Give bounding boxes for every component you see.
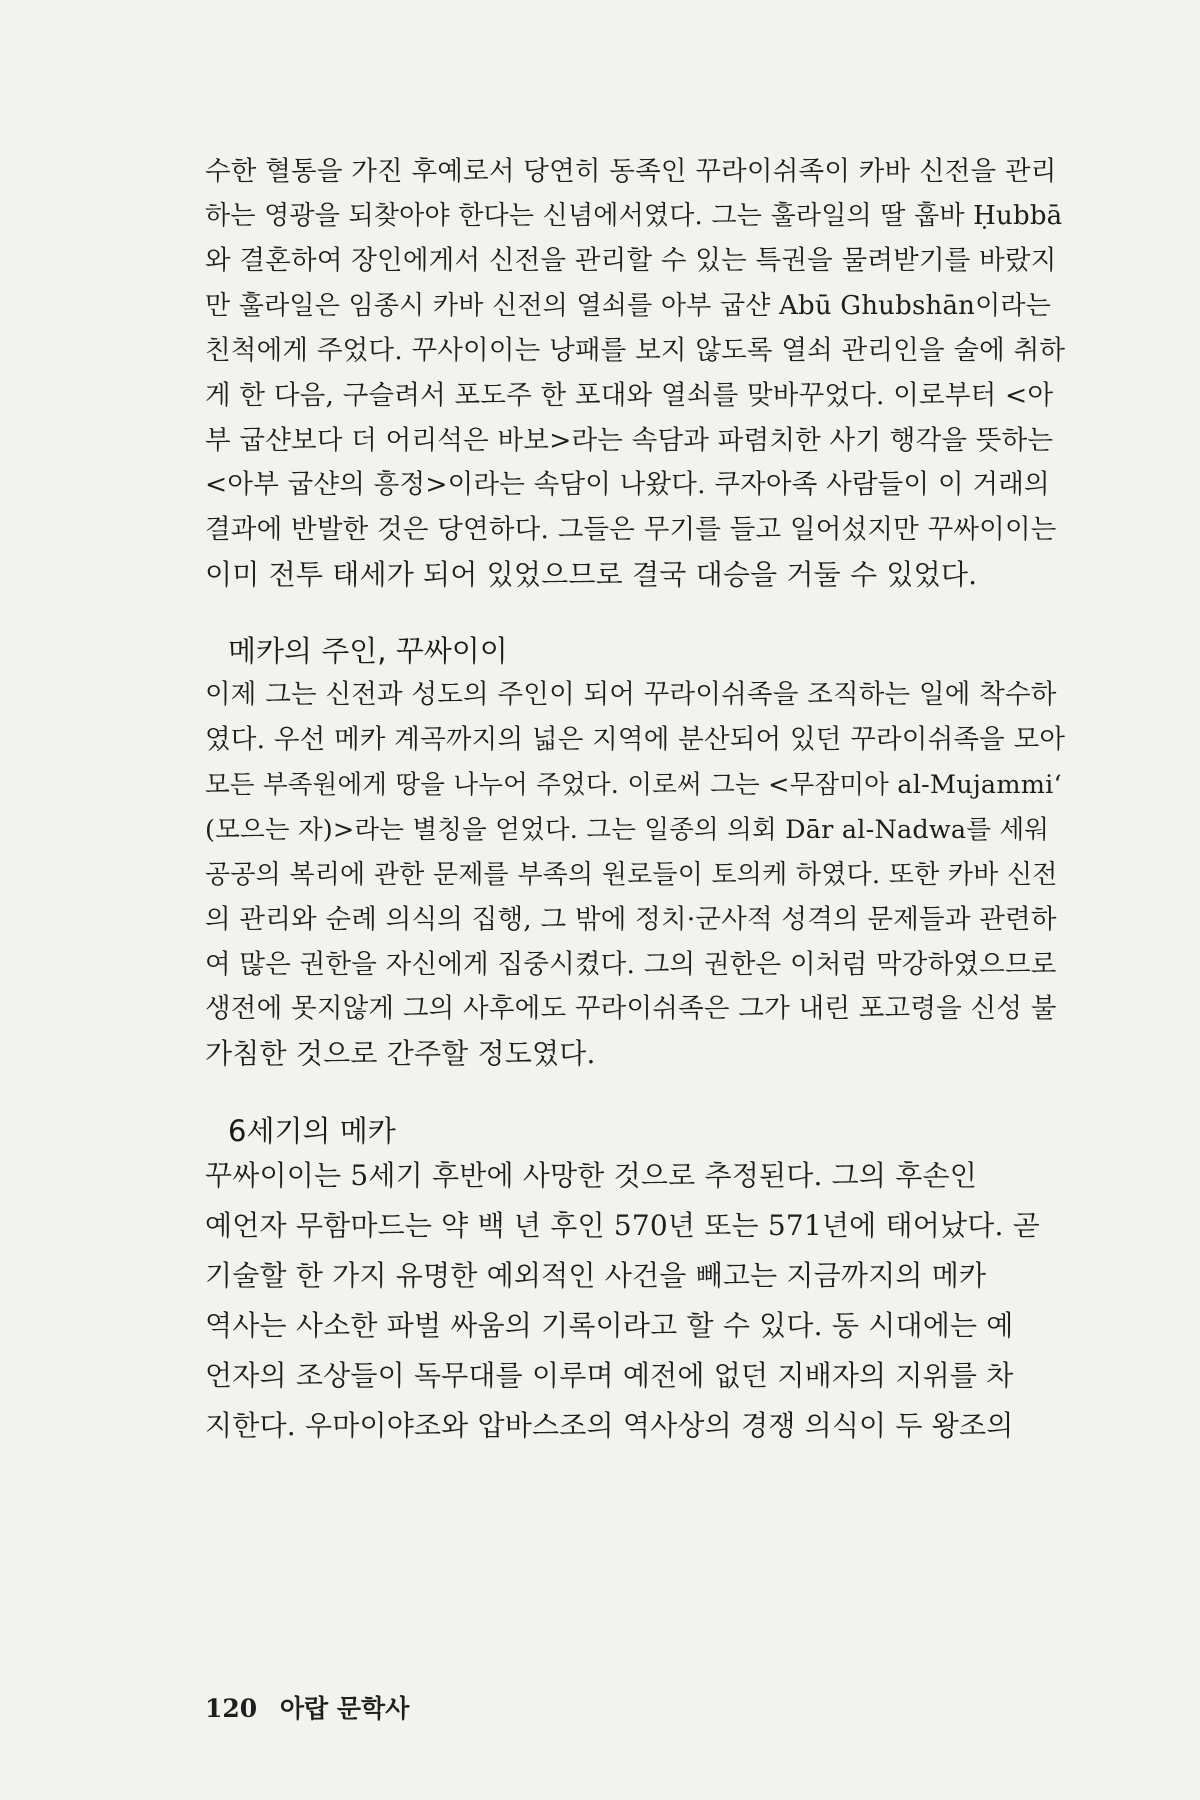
text-line: 가침한 것으로 간주할 정도였다. <box>205 1037 596 1070</box>
text-line: 결과에 반발한 것은 당연하다. 그들은 무기를 들고 일어섰지만 꾸싸이이는 <box>205 514 1057 545</box>
section-heading-6th-century-mecca: 6세기의 메카 <box>228 1114 396 1148</box>
section-heading-mecca-master: 메카의 주인, 꾸싸이이 <box>228 634 508 668</box>
text-line: 의 관리와 순례 의식의 집행, 그 밖에 정치·군사적 성격의 문제들과 관련하 <box>205 904 1057 935</box>
text-line: 예언자 무함마드는 약 백 년 후인 570년 또는 571년에 태어났다. 곧 <box>205 1209 1040 1242</box>
text-line: 꾸싸이이는 5세기 후반에 사망한 것으로 추정된다. 그의 후손인 <box>205 1159 978 1192</box>
text-line: 모든 부족원에게 땅을 나누어 주었다. 이로써 그는 <무잠미아 al-Mujammi‘ <box>205 770 1062 800</box>
text-line: 친척에게 주었다. 꾸사이이는 낭패를 보지 않도록 열쇠 관리인을 술에 취하 <box>205 335 1066 366</box>
text-line: 였다. 우선 메카 계곡까지의 넓은 지역에 분산되어 있던 꾸라이쉬족을 모아 <box>205 724 1066 755</box>
text-line: 이미 전투 태세가 되어 있었으므로 결국 대승을 거둘 수 있었다. <box>205 558 978 591</box>
text-line: 지한다. 우마이야조와 압바스조의 역사상의 경쟁 의식이 두 왕조의 <box>205 1409 1014 1442</box>
text-line: 하는 영광을 되찾아야 한다는 신념에서였다. 그는 훌라일의 딸 훕바 Ḥubbā <box>205 201 1063 231</box>
text-line: 역사는 사소한 파벌 싸움의 기록이라고 할 수 있다. 동 시대에는 예 <box>205 1309 1014 1342</box>
text-line: 생전에 못지않게 그의 사후에도 꾸라이쉬족은 그가 내린 포고령을 신성 불 <box>205 993 1057 1024</box>
text-line: 언자의 조상들이 독무대를 이루며 예전에 없던 지배자의 지위를 차 <box>205 1359 1014 1392</box>
text-line: 이제 그는 신전과 성도의 주인이 되어 꾸라이쉬족을 조직하는 일에 착수하 <box>205 679 1057 710</box>
text-line: 여 많은 권한을 자신에게 집중시켰다. 그의 권한은 이처럼 막강하였으므로 <box>205 949 1057 980</box>
text-line: 공공의 복리에 관한 문제를 부족의 원로들이 토의케 하였다. 또한 카바 신전 <box>205 860 1058 890</box>
text-line: 와 결혼하여 장인에게서 신전을 관리할 수 있는 특권을 물려받기를 바랐지 <box>205 245 1057 276</box>
text-line: (모으는 자)>라는 별칭을 얻었다. 그는 일종의 의회 Dār al-Nadwa를 세워 <box>205 815 1050 845</box>
text-line: <아부 굽샨의 흥정>이라는 속담이 나왔다. 쿠자아족 사람들이 이 거래의 <box>205 469 1050 500</box>
text-line: 부 굽샨보다 더 어리석은 바보>라는 속담과 파렴치한 사기 행각을 뜻하는 <box>205 425 1054 456</box>
page-footer <box>205 1691 409 1727</box>
text-line: 게 한 다음, 구슬려서 포도주 한 포대와 열쇠를 맞바꾸었다. 이로부터 <아 <box>205 380 1054 411</box>
text-line: 만 훌라일은 임종시 카바 신전의 열쇠를 아부 굽샨 Abū Ghubshān이라는 <box>205 291 1052 321</box>
text-line: 수한 혈통을 가진 후예로서 당연히 동족인 꾸라이쉬족이 카바 신전을 관리 <box>205 156 1057 187</box>
text-line: 기술할 한 가지 유명한 예외적인 사건을 빼고는 지금까지의 메카 <box>205 1259 987 1292</box>
running-book-title: 아랍 문학사 <box>279 1694 410 1723</box>
page-number: 120 <box>205 1694 258 1723</box>
